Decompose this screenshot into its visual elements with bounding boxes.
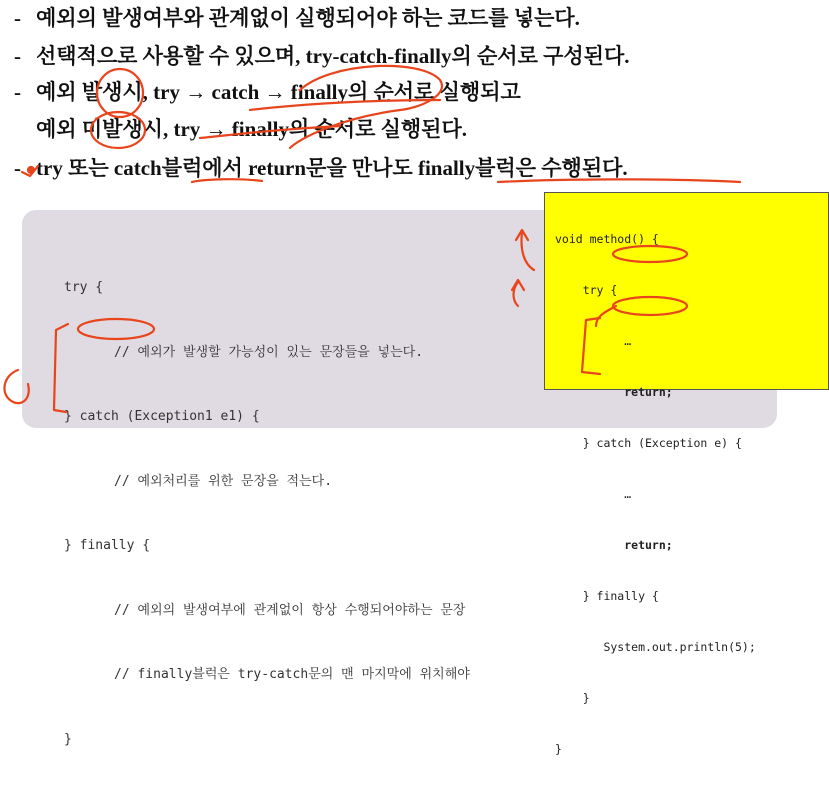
bullet-line-5 xyxy=(14,154,628,182)
example-code-line: void method() { xyxy=(555,232,659,246)
bullet-text: 선택적으로 사용할 수 있으며, try-catch-finally의 순서로 구성된다. xyxy=(36,44,630,68)
bullet-marker: - xyxy=(14,156,21,180)
bullet-text: try 또는 catch블럭에서 return문을 만나도 finally블럭은 수행된다. xyxy=(36,156,628,180)
example-code-line: System.out.println(5); xyxy=(555,640,756,654)
code-line: } finally { xyxy=(64,538,151,553)
code-line: } xyxy=(64,731,72,747)
example-code-box xyxy=(544,192,829,756)
example-code-line: } xyxy=(555,691,590,705)
code-line: // 예외가 발생할 가능성이 있는 문장들을 넣는다. xyxy=(114,344,424,360)
example-code-line: try { xyxy=(555,283,618,297)
bullet-marker: - xyxy=(14,44,21,68)
example-code-line: return; xyxy=(555,538,673,552)
bullet-marker: - xyxy=(14,80,21,104)
code-line: // 예외의 발생여부에 관계없이 항상 수행되어야하는 문장 xyxy=(114,602,466,618)
code-line: // finally블럭은 try-catch문의 맨 마지막에 위치해야 xyxy=(114,667,470,682)
code-line: // 예외처리를 위한 문장을 적는다. xyxy=(114,473,333,489)
example-code-line: … xyxy=(555,334,632,348)
bullet-text: 예외 발생시, try → catch → finally의 순서로 실행되고 xyxy=(36,80,521,104)
example-code-line: } xyxy=(555,742,562,756)
bullet-line-4 xyxy=(14,115,467,143)
example-code-line: return; xyxy=(555,385,673,399)
bullet-text: 예외 미발생시, try → finally의 순서로 실행된다. xyxy=(36,117,467,141)
example-code xyxy=(555,197,756,792)
example-code-line: … xyxy=(555,487,632,501)
code-line: } catch (Exception1 e1) { xyxy=(64,409,260,424)
bullet-marker: - xyxy=(14,6,21,30)
code-line: try { xyxy=(64,280,104,295)
bullet-line-1 xyxy=(14,4,580,32)
example-code-line: } finally { xyxy=(555,589,659,603)
example-code-line: } catch (Exception e) { xyxy=(555,436,742,450)
bullet-line-2 xyxy=(14,42,630,70)
code-block xyxy=(64,234,470,793)
bullet-text: 예외의 발생여부와 관계없이 실행되어야 하는 코드를 넣는다. xyxy=(36,6,580,30)
bullet-line-3 xyxy=(14,78,521,106)
